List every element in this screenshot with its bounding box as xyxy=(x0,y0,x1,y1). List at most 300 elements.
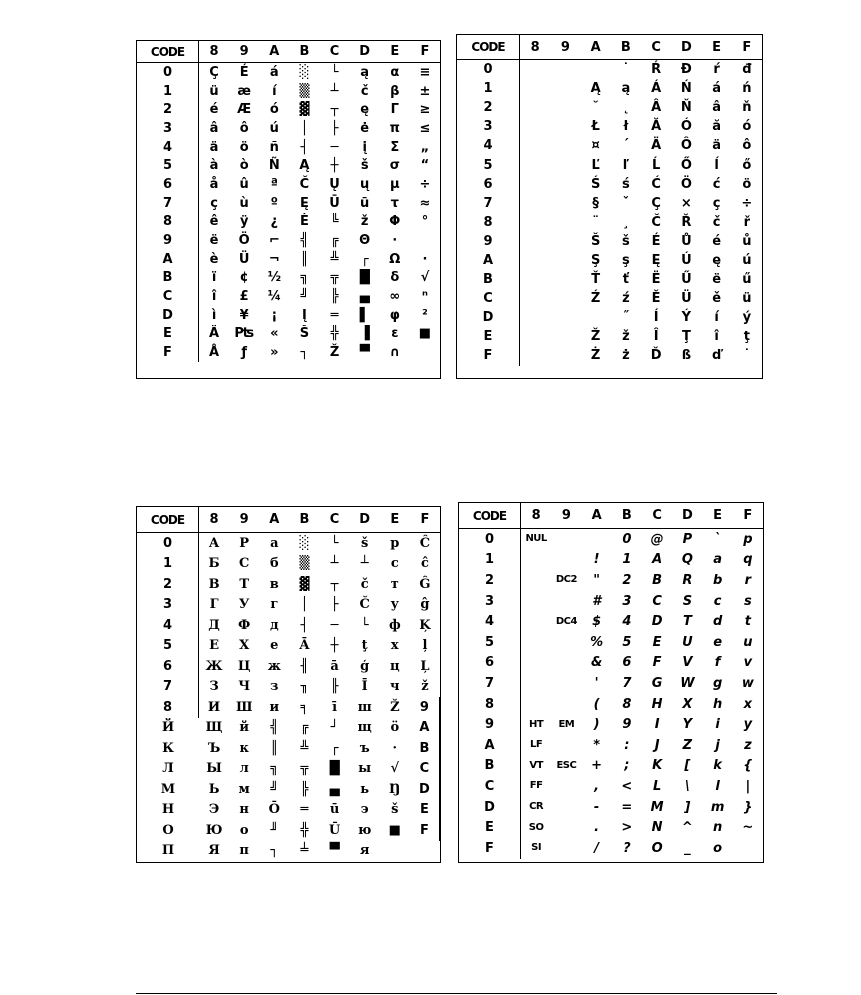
char-cell: ' xyxy=(594,675,599,691)
char-cell: n xyxy=(712,820,723,836)
char-cell: đ xyxy=(742,62,752,78)
char-cell: * xyxy=(593,737,601,753)
char-cell: k xyxy=(713,758,722,774)
row-code: 9 xyxy=(137,231,199,250)
char-cell: . xyxy=(594,820,600,836)
char-cell: ª xyxy=(270,176,278,192)
char-cell: Ž xyxy=(590,329,601,345)
char-cell: Ý xyxy=(681,310,692,326)
char-cell xyxy=(520,270,550,289)
char-cell: Ř xyxy=(681,214,692,230)
char-cell: ą xyxy=(621,81,631,97)
char-cell: Ł xyxy=(591,119,600,135)
row-code: 7 xyxy=(137,677,199,698)
char-cell: ū xyxy=(360,195,370,211)
row-code: 1 xyxy=(457,79,520,98)
char-cell: б xyxy=(269,556,279,572)
column-header: B xyxy=(289,507,319,533)
char-cell: _ xyxy=(684,840,691,856)
char-cell: ╣ xyxy=(270,720,279,736)
column-header: F xyxy=(410,507,440,533)
char-cell: > xyxy=(621,820,633,836)
char-cell: & xyxy=(590,655,603,671)
char-cell: ´ xyxy=(622,138,630,154)
row-code: 7 xyxy=(459,673,521,694)
row-code: 5 xyxy=(459,632,521,653)
char-cell: ▌ xyxy=(359,307,370,323)
char-cell: Ō xyxy=(268,802,280,818)
char-cell: ƒ xyxy=(241,345,248,361)
char-cell: ¬ xyxy=(268,251,280,267)
row-code: A xyxy=(137,250,199,269)
char-cell: Ā xyxy=(299,638,310,654)
char-cell: ┌ xyxy=(360,251,369,267)
char-cell: ÷ xyxy=(741,195,753,211)
char-cell: / xyxy=(594,840,599,856)
char-cell: И xyxy=(207,699,221,715)
char-cell: ˝ xyxy=(622,310,630,326)
code-header: CODE xyxy=(137,507,199,533)
char-cell xyxy=(551,591,581,612)
char-cell: п xyxy=(239,843,249,859)
char-cell: Î xyxy=(653,329,659,345)
column-header: F xyxy=(733,503,763,529)
column-header: 8 xyxy=(199,507,229,533)
char-cell: ESC xyxy=(556,759,577,771)
row-code: 2 xyxy=(137,100,199,119)
char-cell: Ī xyxy=(361,679,368,695)
char-cell xyxy=(521,550,551,571)
char-cell: Ж xyxy=(205,658,223,674)
char-cell: ¤ xyxy=(591,138,600,154)
char-cell: О xyxy=(162,822,174,838)
char-cell: = xyxy=(621,799,633,815)
char-cell: ┌ xyxy=(330,740,339,756)
char-cell: г xyxy=(270,597,279,613)
char-cell: ╚ xyxy=(330,214,339,230)
char-cell: ū xyxy=(329,802,340,818)
char-cell: Ä xyxy=(651,138,662,154)
char-cell: é xyxy=(209,102,219,118)
char-cell: ┐ xyxy=(300,345,309,361)
char-cell: т xyxy=(390,576,399,592)
char-cell: ô xyxy=(742,138,752,154)
char-cell: p xyxy=(743,531,753,547)
char-cell xyxy=(520,155,550,174)
char-cell: │ xyxy=(300,120,309,136)
char-cell: я xyxy=(359,843,370,859)
char-cell: ╣ xyxy=(300,233,309,249)
char-cell: ¸ xyxy=(622,214,630,230)
column-header: C xyxy=(320,507,350,533)
column-header: B xyxy=(289,41,319,63)
char-cell: v xyxy=(743,655,753,671)
char-cell xyxy=(550,308,580,327)
char-cell: Ñ xyxy=(268,158,280,174)
char-cell xyxy=(521,611,551,632)
row-code: 8 xyxy=(137,697,199,718)
char-cell: ţ xyxy=(743,329,750,345)
char-cell: \ xyxy=(685,778,690,794)
char-cell: Ų xyxy=(329,176,340,192)
char-cell: ? xyxy=(623,840,631,856)
char-cell: л xyxy=(239,761,249,777)
char-cell xyxy=(550,251,580,270)
char-cell: ╖ xyxy=(300,679,309,695)
column-header: 8 xyxy=(521,503,551,529)
char-cell: о xyxy=(239,822,249,838)
char-cell: SI xyxy=(531,842,542,854)
char-cell: ş xyxy=(622,252,630,268)
char-cell xyxy=(581,60,611,79)
footer-rule xyxy=(136,993,777,994)
char-cell: ▒ xyxy=(299,556,310,572)
column-header: E xyxy=(380,507,410,533)
char-cell: 9 xyxy=(622,717,632,733)
char-cell: ε xyxy=(391,326,399,342)
char-cell: Γ xyxy=(390,102,399,118)
char-cell: O xyxy=(651,840,663,856)
char-cell: ═ xyxy=(330,307,339,323)
char-cell: „ xyxy=(420,139,430,155)
char-cell: b xyxy=(712,572,723,588)
char-cell: L xyxy=(652,778,662,794)
char-cell: ā xyxy=(330,658,339,674)
char-cell: ╕ xyxy=(300,699,309,715)
row-code: 4 xyxy=(137,615,199,636)
char-cell: C xyxy=(652,593,662,609)
char-cell xyxy=(550,60,580,79)
char-cell: а xyxy=(270,535,279,551)
char-cell: Ū xyxy=(328,822,341,838)
char-cell xyxy=(551,776,581,797)
char-cell xyxy=(551,838,581,859)
code-table-2 xyxy=(456,34,763,379)
char-cell: i xyxy=(715,717,720,733)
char-cell: Ф xyxy=(238,617,251,633)
row-code: 2 xyxy=(459,570,521,591)
column-header: 8 xyxy=(199,41,229,63)
char-cell: Q xyxy=(681,552,693,568)
code-table-3 xyxy=(136,506,441,863)
char-cell: o xyxy=(713,840,723,856)
char-cell xyxy=(550,155,580,174)
char-cell: î xyxy=(714,329,719,345)
char-cell xyxy=(550,98,580,117)
char-cell xyxy=(520,136,550,155)
char-cell: Ő xyxy=(680,157,692,173)
char-cell: Ď xyxy=(650,348,662,364)
char-cell: Ĉ xyxy=(419,535,431,551)
char-cell: Ą xyxy=(299,158,310,174)
char-cell: ° xyxy=(421,214,429,230)
row-code: 6 xyxy=(137,175,199,194)
char-cell: m xyxy=(710,799,725,815)
char-cell: " xyxy=(593,572,601,588)
char-cell: ă xyxy=(712,119,722,135)
row-code: 3 xyxy=(457,117,520,136)
char-cell xyxy=(551,673,581,694)
char-cell: Х xyxy=(239,638,250,654)
code-header: CODE xyxy=(459,503,521,529)
char-cell: Ó xyxy=(680,119,692,135)
char-cell: l xyxy=(715,778,720,794)
char-cell: ═ xyxy=(300,802,309,818)
char-cell: Ć xyxy=(651,176,661,192)
char-cell xyxy=(581,308,611,327)
column-header: E xyxy=(702,35,732,60)
char-cell: ╗ xyxy=(270,761,279,777)
char-cell: į xyxy=(362,139,367,155)
char-cell: ļ xyxy=(422,638,428,654)
char-cell: æ xyxy=(237,83,251,99)
row-code: B xyxy=(457,270,520,289)
char-cell xyxy=(550,213,580,232)
char-cell xyxy=(410,343,440,362)
char-cell: У xyxy=(238,597,250,613)
char-cell: ½ xyxy=(267,270,282,286)
row-code: C xyxy=(410,759,440,780)
column-header: 9 xyxy=(229,507,259,533)
char-cell: + xyxy=(591,758,603,774)
char-cell xyxy=(520,175,550,194)
char-cell: V xyxy=(682,655,693,671)
char-cell: HT xyxy=(529,718,544,730)
char-cell: ž xyxy=(622,329,630,345)
char-cell: $ xyxy=(592,614,602,630)
column-header: E xyxy=(380,41,410,63)
row-code: F xyxy=(459,838,521,859)
char-cell: e xyxy=(713,634,723,650)
row-code: A xyxy=(410,718,440,739)
char-cell xyxy=(521,591,551,612)
char-cell: з xyxy=(270,679,279,695)
char-cell: ÿ xyxy=(239,214,249,230)
char-cell: ы xyxy=(358,761,372,777)
char-cell: ║ xyxy=(300,251,309,267)
char-cell: ▓ xyxy=(299,102,310,118)
char-cell: х xyxy=(390,638,399,654)
column-header: A xyxy=(582,503,612,529)
char-cell: ô xyxy=(239,120,249,136)
row-code: 2 xyxy=(457,98,520,117)
char-cell: └ xyxy=(360,617,369,633)
char-cell xyxy=(521,653,551,674)
char-cell: ë xyxy=(712,272,722,288)
char-cell: š xyxy=(361,535,369,551)
char-cell: ą xyxy=(360,64,370,80)
char-cell: ) xyxy=(593,717,600,733)
char-cell: ▒ xyxy=(299,83,310,99)
char-cell: G xyxy=(651,675,663,691)
column-header: D xyxy=(672,503,702,529)
char-cell: LF xyxy=(530,739,543,751)
char-cell xyxy=(520,194,550,213)
char-cell: < xyxy=(621,778,633,794)
char-cell xyxy=(551,632,581,653)
char-cell xyxy=(521,570,551,591)
row-code: 7 xyxy=(137,194,199,213)
char-cell: м xyxy=(238,781,250,797)
row-code: C xyxy=(459,776,521,797)
char-cell: Ķ xyxy=(419,617,431,633)
char-cell: ≥ xyxy=(419,102,431,118)
char-cell: É xyxy=(239,64,249,80)
char-cell xyxy=(551,529,581,550)
char-cell: I xyxy=(654,717,660,733)
char-cell: č xyxy=(360,576,369,592)
char-cell: « xyxy=(270,326,279,342)
char-cell: Ę xyxy=(651,252,661,268)
char-cell: ê xyxy=(209,214,219,230)
char-cell: ä xyxy=(209,139,219,155)
char-cell: β xyxy=(390,83,400,99)
char-cell: ▀ xyxy=(329,843,340,859)
code-grid xyxy=(137,507,440,861)
char-cell xyxy=(582,529,612,550)
char-cell: · xyxy=(422,251,428,267)
char-cell: 7 xyxy=(622,675,632,691)
char-cell: Ń xyxy=(680,81,692,97)
row-code: C xyxy=(457,289,520,308)
char-cell: å xyxy=(209,176,219,192)
char-cell: ░ xyxy=(299,535,310,551)
char-cell: ` xyxy=(714,531,721,547)
char-cell: Ö xyxy=(238,233,250,249)
char-cell: r xyxy=(744,572,752,588)
row-code: F xyxy=(457,346,520,365)
column-header: F xyxy=(410,41,440,63)
char-cell: н xyxy=(239,802,249,818)
char-cell: Ž xyxy=(390,699,400,715)
row-code: 0 xyxy=(457,60,520,79)
char-cell: ž xyxy=(421,679,429,695)
char-cell: ж xyxy=(267,658,281,674)
row-code: B xyxy=(459,756,521,777)
char-cell: ź xyxy=(622,291,630,307)
char-cell xyxy=(520,327,550,346)
char-cell: ę xyxy=(712,252,722,268)
char-cell: ė xyxy=(360,120,370,136)
char-cell: û xyxy=(239,176,249,192)
char-cell: Ľ xyxy=(591,157,600,173)
char-cell: ъ xyxy=(359,740,370,756)
char-cell: B xyxy=(652,572,663,588)
char-cell: ú xyxy=(742,252,752,268)
char-cell: ö xyxy=(239,139,249,155)
char-cell: Θ xyxy=(359,233,371,249)
row-code: F xyxy=(137,343,199,362)
char-cell: В xyxy=(208,576,220,592)
char-cell: Ĺ xyxy=(651,157,661,173)
char-cell: П xyxy=(161,843,175,859)
char-cell: á xyxy=(712,81,722,97)
column-header: A xyxy=(259,507,289,533)
char-cell: ý xyxy=(742,310,752,326)
char-cell: █ xyxy=(329,761,340,777)
char-cell: Ė xyxy=(299,214,309,230)
row-code: 8 xyxy=(459,694,521,715)
char-cell: Ь xyxy=(208,781,220,797)
char-cell: ц xyxy=(390,658,400,674)
char-cell: ║ xyxy=(270,740,279,756)
char-cell xyxy=(550,289,580,308)
char-cell: č xyxy=(360,83,369,99)
char-cell: ▀ xyxy=(359,345,370,361)
char-cell: 8 xyxy=(622,696,632,712)
char-cell xyxy=(551,735,581,756)
code-header: CODE xyxy=(137,41,199,63)
column-header: 9 xyxy=(550,35,580,60)
char-cell: в xyxy=(269,576,279,592)
char-cell: ¨ xyxy=(592,214,599,230)
char-cell xyxy=(521,694,551,715)
row-code: 4 xyxy=(137,138,199,157)
char-cell: h xyxy=(712,696,723,712)
char-cell: ż xyxy=(622,348,630,364)
char-cell: ń xyxy=(742,81,752,97)
char-cell: Ś xyxy=(590,176,601,192)
char-cell: · xyxy=(392,740,398,756)
char-cell: ╜ xyxy=(270,822,279,838)
char-cell: § xyxy=(592,195,599,211)
char-cell: Ą xyxy=(590,81,601,97)
char-cell: Č xyxy=(299,176,310,192)
char-cell: ¡ xyxy=(271,307,278,323)
row-code: 5 xyxy=(137,636,199,657)
char-cell: ├ xyxy=(330,597,339,613)
row-code: E xyxy=(459,817,521,838)
char-cell: Р xyxy=(239,535,250,551)
char-cell xyxy=(520,213,550,232)
char-cell: ó xyxy=(742,119,752,135)
char-cell: ┤ xyxy=(300,139,309,155)
char-cell: N xyxy=(651,820,663,836)
char-cell: » xyxy=(270,345,279,361)
char-cell: Š xyxy=(590,233,601,249)
char-cell: ] xyxy=(684,799,691,815)
char-cell: ∙ xyxy=(392,233,398,249)
row-code: D xyxy=(457,308,520,327)
row-code: E xyxy=(457,327,520,346)
char-cell: ň xyxy=(742,100,752,116)
char-cell: ± xyxy=(419,83,431,99)
char-cell: T xyxy=(682,614,692,630)
column-header: 9 xyxy=(229,41,259,63)
char-cell: ╩ xyxy=(300,740,309,756)
char-cell: í xyxy=(714,310,719,326)
char-cell: ģ xyxy=(360,658,370,674)
char-cell: : xyxy=(624,737,630,753)
row-code: 6 xyxy=(457,175,520,194)
char-cell: ч xyxy=(390,679,400,695)
row-code: 6 xyxy=(459,653,521,674)
char-cell: Đ xyxy=(680,62,692,78)
row-code: 1 xyxy=(137,82,199,101)
char-cell: ĉ xyxy=(420,556,429,572)
code-table-4 xyxy=(458,502,764,863)
char-cell: Т xyxy=(239,576,250,592)
char-cell: š xyxy=(622,233,630,249)
char-cell: NUL xyxy=(525,533,547,545)
char-cell: é xyxy=(712,233,722,249)
char-cell xyxy=(551,817,581,838)
row-code: D xyxy=(459,797,521,818)
char-cell: ▄ xyxy=(359,289,370,305)
char-cell: ¿ xyxy=(270,214,279,230)
row-code: B xyxy=(410,738,440,759)
row-code: E xyxy=(137,325,199,344)
